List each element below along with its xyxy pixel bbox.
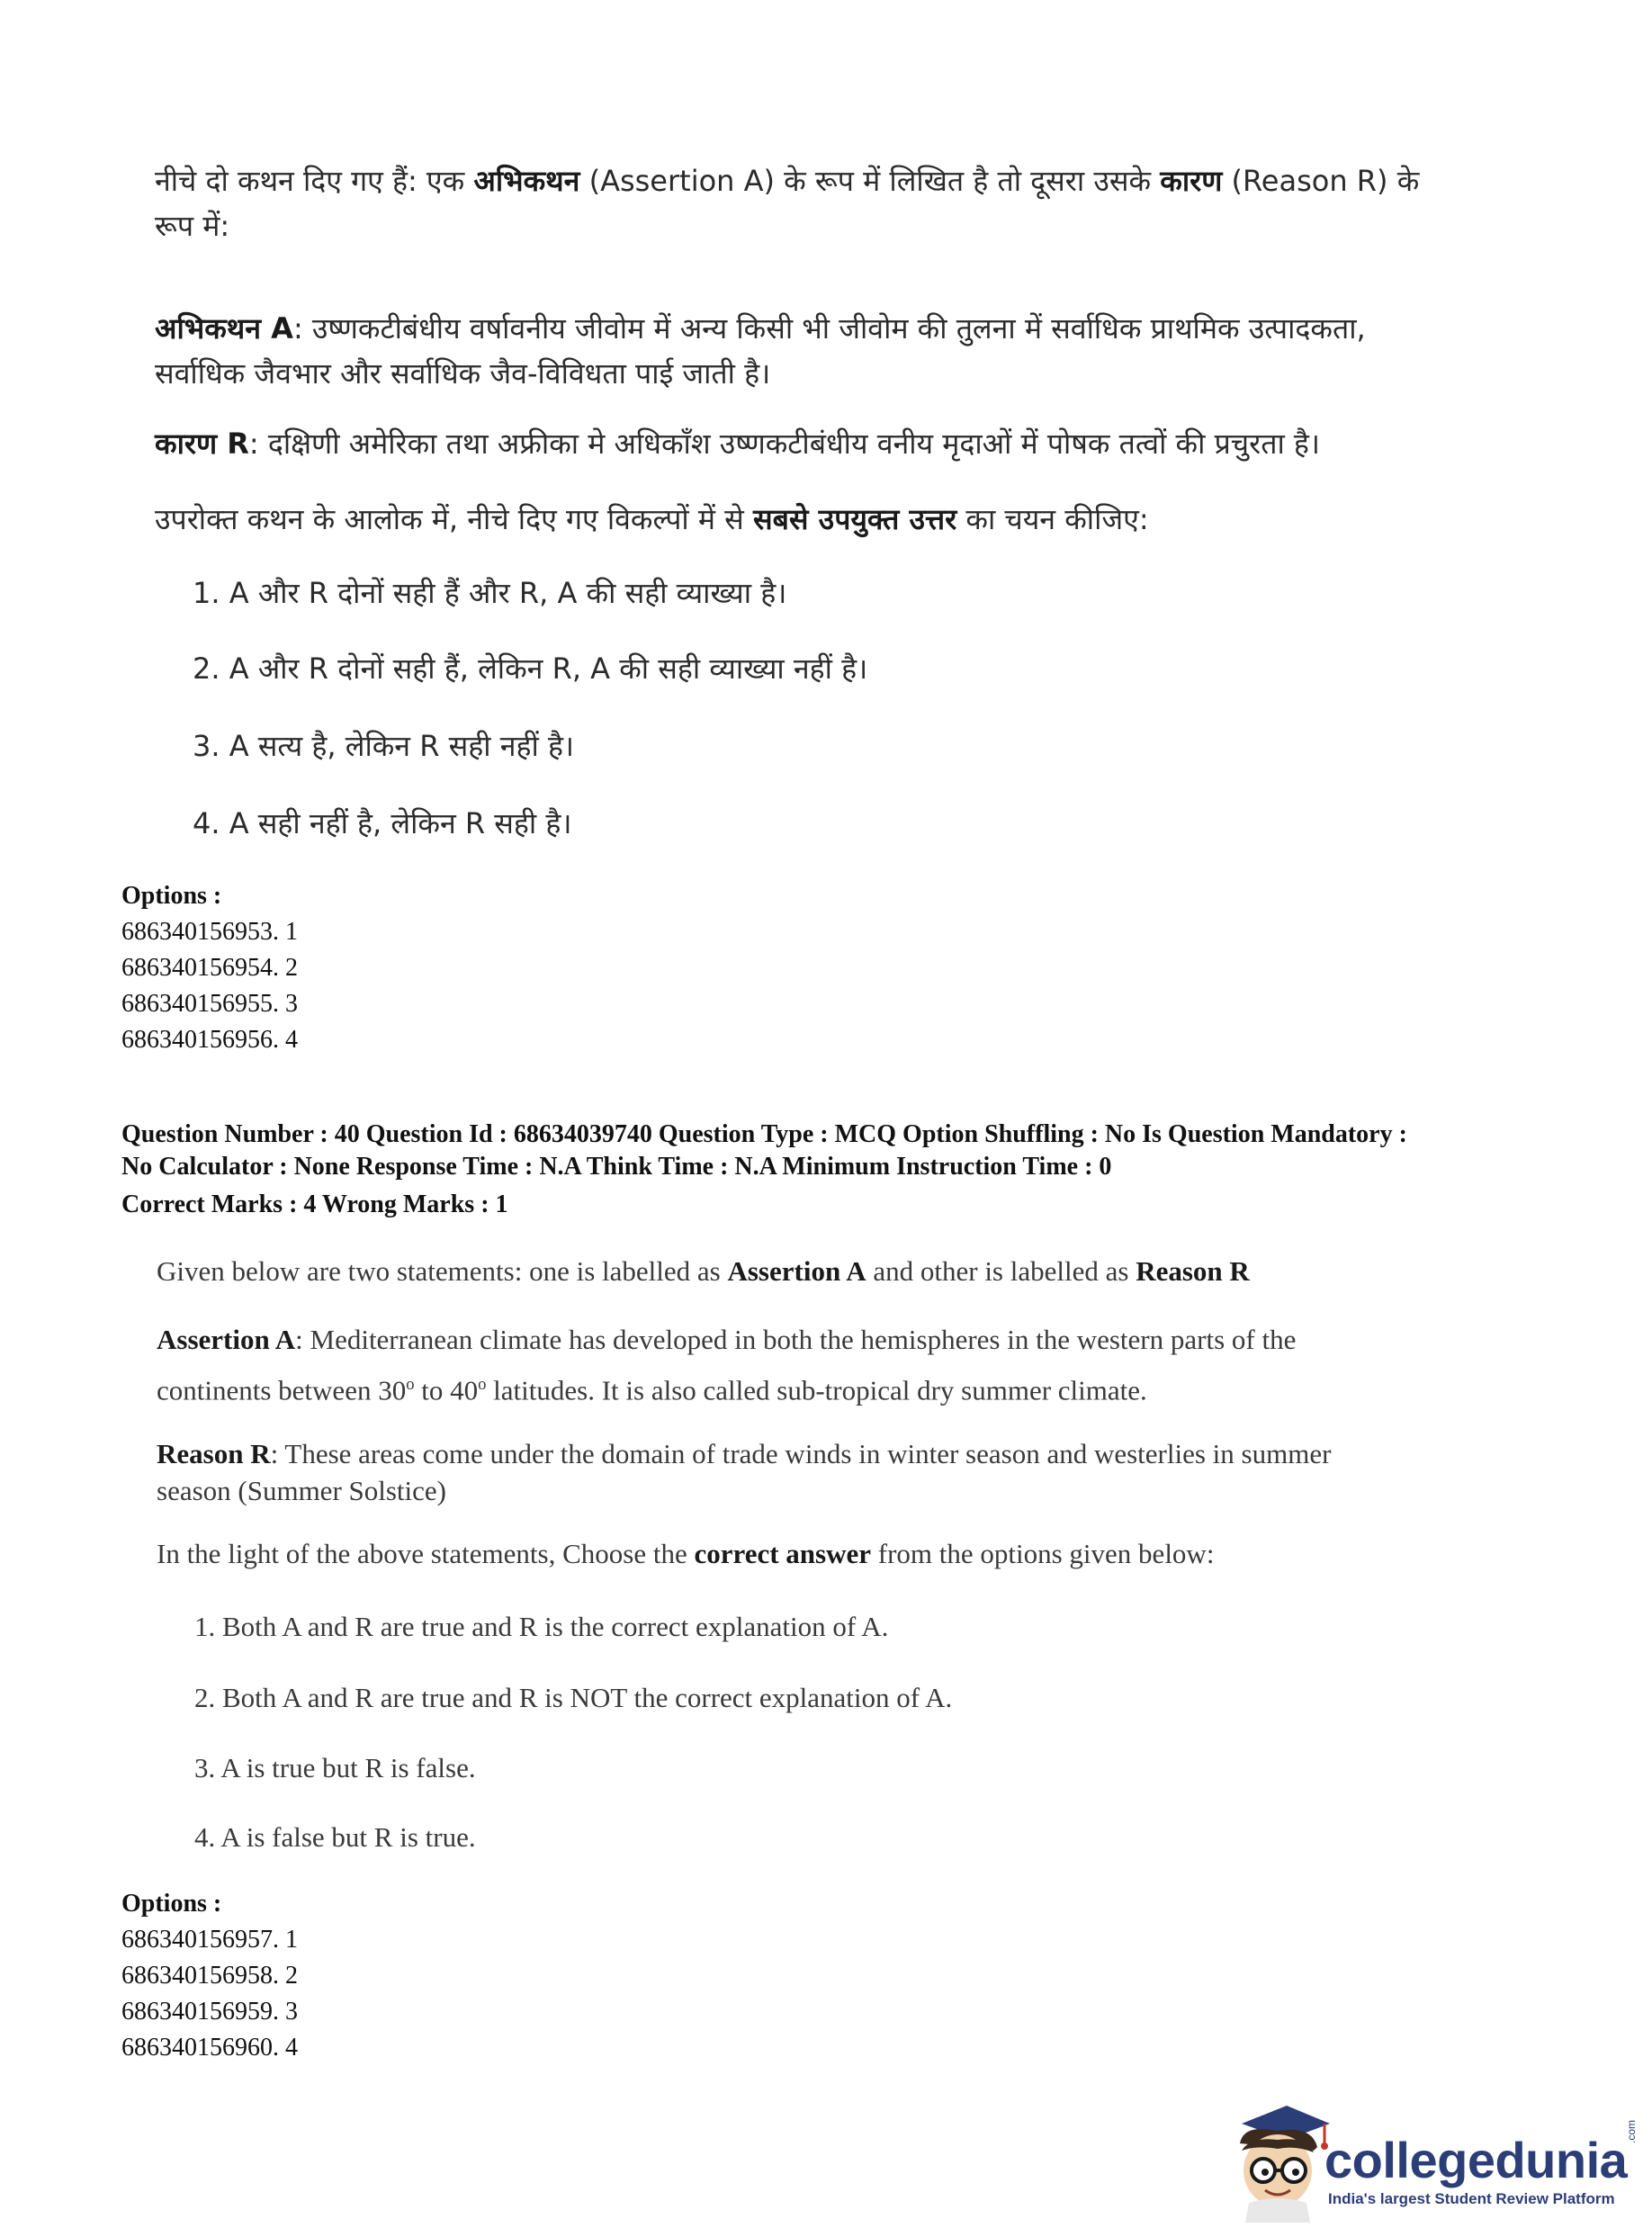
- options-block-2: [121, 1886, 298, 2066]
- hindi-assertion: [155, 306, 1558, 351]
- hindi-choice-2: 2. A और R दोनों सही हैं, लेकिन R, A की सही व्याख्या नहीं है।: [193, 651, 868, 686]
- hindi-instruction-text-2: का चयन कीजिए:: [956, 502, 1149, 536]
- question-meta-line1: Question Number : 40 Question Id : 68634039740 Question Type : MCQ Option Shuffling : No Is Question Mandatory :: [121, 1120, 1407, 1148]
- hindi-reason-label: कारण R: [155, 427, 249, 461]
- collegedunia-logo: [1224, 2097, 1647, 2223]
- english-instruction-text: In the light of the above statements, Choose the: [157, 1538, 695, 1569]
- english-assertion-text-b: to 40: [414, 1374, 479, 1406]
- option-item: 686340156959. 3: [121, 1998, 298, 2026]
- hindi-assertion-line2: सर्वाधिक जैवभार और सर्वाधिक जैव-विविधता पाई जाती है।: [155, 356, 771, 391]
- hindi-choice-3: 3. A सत्य है, लेकिन R सही नहीं है।: [193, 729, 575, 763]
- question-meta: [121, 1118, 1579, 1221]
- logo-dotcom: .com: [1625, 2119, 1638, 2143]
- hindi-assertion-text: : उष्णकटीबंधीय वर्षावनीय जीवोम में अन्य किसी भी जीवोम की तुलना में सर्वाधिक प्राथमिक उत्पादकता,: [292, 311, 1366, 346]
- english-choice-1: 1. Both A and R are true and R is the correct explanation of A.: [194, 1611, 889, 1642]
- option-item: 686340156960. 4: [121, 2034, 298, 2062]
- english-intro-text: Given below are two statements: one is labelled as: [157, 1255, 728, 1287]
- english-instruction-bold: correct answer: [694, 1538, 872, 1569]
- english-reason-line2: season (Summer Solstice): [157, 1475, 447, 1506]
- english-assertion-text-a: continents between 30: [157, 1374, 407, 1406]
- english-assertion-text-c: latitudes. It is also called sub-tropical dry summer climate.: [486, 1374, 1147, 1406]
- hindi-assertion-label: अभिकथन A: [155, 311, 293, 346]
- english-instruction-text-2: from the options given below:: [871, 1538, 1215, 1569]
- hindi-intro-text: नीचे दो कथन दिए गए हैं: एक: [155, 164, 474, 198]
- option-item: 686340156953. 1: [121, 918, 298, 946]
- english-choice-4: 4. A is false but R is true.: [194, 1821, 476, 1853]
- english-intro-assertion: Assertion A: [727, 1255, 866, 1287]
- english-assertion: [157, 1317, 1578, 1362]
- hindi-reason: [155, 421, 1576, 466]
- hindi-reason-word: कारण: [1160, 164, 1223, 198]
- question-meta-line2: No Calculator : None Response Time : N.A Think Time : N.A Minimum Instruction Time : 0: [121, 1153, 1112, 1181]
- hindi-intro-text-2: (Assertion A) के रूप में लिखित है तो दूसरा उसके: [579, 164, 1161, 198]
- hindi-assertion-word: अभिकथन: [473, 164, 580, 198]
- hindi-intro-line2: रूप में:: [155, 209, 230, 243]
- english-assertion-line2: [157, 1362, 1578, 1413]
- english-intro-reason: Reason R: [1136, 1255, 1250, 1287]
- english-assertion-label: Assertion A: [157, 1324, 296, 1355]
- hindi-instruction-bold: सबसे उपयुक्त उत्तर: [752, 502, 957, 536]
- logo-tagline: India's largest Student Review Platform: [1328, 2190, 1615, 2207]
- options-label: Options :: [121, 1890, 222, 1918]
- hindi-instruction: [155, 497, 1558, 542]
- hindi-instruction-text: उपरोक्त कथन के आलोक में, नीचे दिए गए विकल्पों में से: [155, 502, 753, 536]
- logo-name: collegedunia: [1324, 2132, 1628, 2188]
- options-block-1: [121, 878, 298, 1058]
- question-marks: Correct Marks : 4 Wrong Marks : 1: [121, 1190, 508, 1218]
- english-assertion-text: : Mediterranean climate has developed in both the hemispheres in the western parts of the: [295, 1324, 1297, 1355]
- english-reason-label: Reason R: [157, 1438, 271, 1469]
- hindi-reason-text: : दक्षिणी अमेरिका तथा अफ्रीका मे अधिकाँश उष्णकटीबंधीय वनीय मृदाओं में पोषक तत्वों की प्रचुरता है।: [248, 427, 1321, 461]
- student-mascot-icon: [1224, 2097, 1332, 2223]
- english-instruction: [157, 1532, 1560, 1577]
- hindi-choice-4: 4. A सही नहीं है, लेकिन R सही है।: [193, 806, 572, 840]
- degree-symbol: o: [478, 1375, 487, 1394]
- hindi-intro: [155, 158, 1558, 203]
- english-intro-text-2: and other is labelled as: [866, 1255, 1136, 1287]
- hindi-choice-1: 1. A और R दोनों सही हैं और R, A की सही व्याख्या है।: [193, 576, 787, 610]
- degree-symbol: o: [406, 1375, 415, 1394]
- option-item: 686340156958. 2: [121, 1962, 298, 1990]
- option-item: 686340156955. 3: [121, 990, 298, 1018]
- english-choice-3: 3. A is true but R is false.: [194, 1752, 476, 1783]
- english-choice-2: 2. Both A and R are true and R is NOT the correct explanation of A.: [194, 1682, 953, 1713]
- english-reason-text: : These areas come under the domain of trade winds in winter season and westerlies in summer: [270, 1438, 1332, 1469]
- hindi-intro-text-3: (Reason R) के: [1222, 164, 1420, 198]
- option-item: 686340156957. 1: [121, 1926, 298, 1954]
- option-item: 686340156956. 4: [121, 1026, 298, 1054]
- option-item: 686340156954. 2: [121, 954, 298, 982]
- english-intro: [157, 1249, 1560, 1294]
- options-label: Options :: [121, 882, 222, 910]
